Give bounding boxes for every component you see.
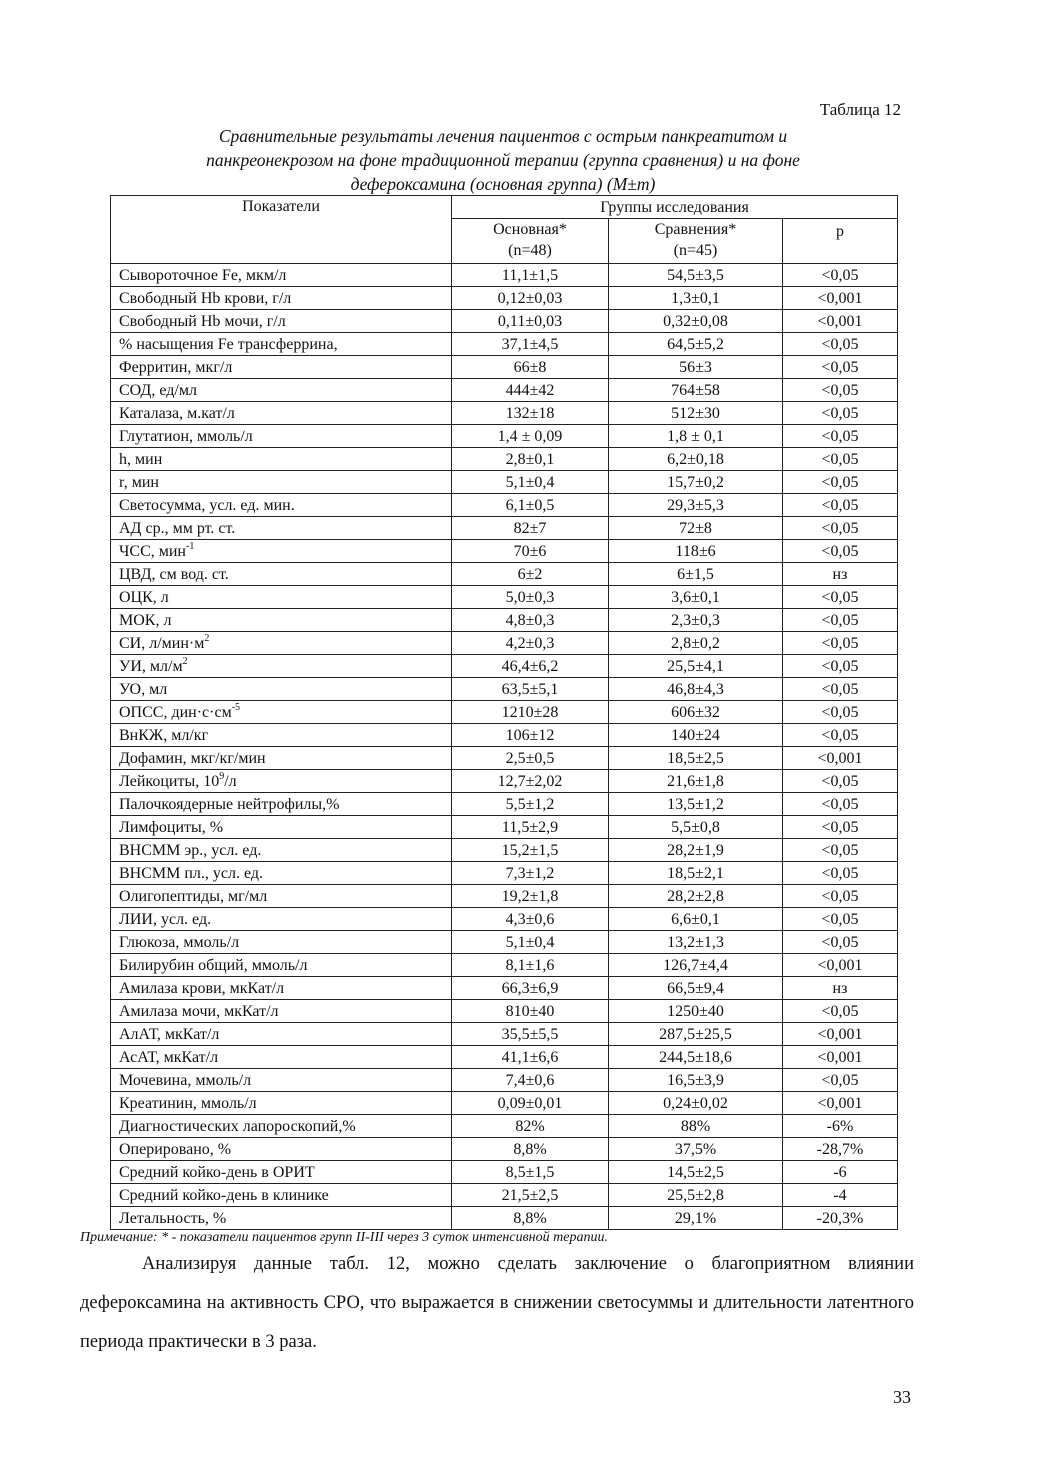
comparison-group-value: 29,1% <box>609 1207 783 1230</box>
indicator-cell <box>111 609 452 632</box>
indicator-cell <box>111 655 452 678</box>
indicator-name: Свободный Hb крови, г/л <box>119 289 292 307</box>
indicator-name: Олигопептиды, мг/мл <box>119 887 268 905</box>
table-row <box>111 724 898 747</box>
comparison-group-value: 126,7±4,4 <box>609 954 783 977</box>
indicator-name: СИ, л/мин·м <box>119 634 205 652</box>
table-row <box>111 517 898 540</box>
comparison-group-value: 56±3 <box>609 356 783 379</box>
comparison-group-value: 66,5±9,4 <box>609 977 783 1000</box>
table-row <box>111 1207 898 1230</box>
p-value: <0,05 <box>783 1069 898 1092</box>
indicator-cell <box>111 1161 452 1184</box>
main-group-value: 4,8±0,3 <box>452 609 609 632</box>
table-row <box>111 931 898 954</box>
indicator-cell <box>111 678 452 701</box>
indicator-name: Сывороточное Fe, мкм/л <box>119 266 287 284</box>
p-value: <0,05 <box>783 908 898 931</box>
indicator-cell <box>111 770 452 793</box>
comparison-group-value: 140±24 <box>609 724 783 747</box>
table-row <box>111 862 898 885</box>
indicator-cell <box>111 931 452 954</box>
results-table <box>110 195 898 1230</box>
p-value: <0,05 <box>783 402 898 425</box>
indicator-cell <box>111 1115 452 1138</box>
p-value: <0,05 <box>783 264 898 287</box>
table-row <box>111 701 898 724</box>
main-group-value: 12,7±2,02 <box>452 770 609 793</box>
indicator-cell <box>111 1184 452 1207</box>
indicator-name: АсАТ, мкКат/л <box>119 1048 219 1066</box>
main-group-value: 5,1±0,4 <box>452 471 609 494</box>
header-main-group <box>452 219 609 264</box>
indicator-cell <box>111 908 452 931</box>
table-caption <box>110 124 896 196</box>
main-group-value: 2,5±0,5 <box>452 747 609 770</box>
indicator-name: ВнКЖ, мл/кг <box>119 726 209 744</box>
table-row <box>111 471 898 494</box>
indicator-name: ВНСММ пл., усл. ед. <box>119 864 264 882</box>
indicator-name: Лейкоциты, 10 <box>119 772 220 790</box>
main-group-value: 82% <box>452 1115 609 1138</box>
main-group-value: 37,1±4,5 <box>452 333 609 356</box>
table-row <box>111 379 898 402</box>
indicator-superscript: -5 <box>231 701 241 713</box>
comparison-group-value: 606±32 <box>609 701 783 724</box>
p-value: <0,05 <box>783 379 898 402</box>
p-value: <0,001 <box>783 747 898 770</box>
table-row <box>111 310 898 333</box>
indicator-cell <box>111 333 452 356</box>
table-row <box>111 333 898 356</box>
main-group-value: 8,1±1,6 <box>452 954 609 977</box>
indicator-cell <box>111 586 452 609</box>
indicator-name: Креатинин, ммоль/л <box>119 1094 257 1112</box>
indicator-cell <box>111 954 452 977</box>
indicator-cell <box>111 402 452 425</box>
indicator-name: АД ср., мм рт. ст. <box>119 519 236 537</box>
indicator-cell <box>111 356 452 379</box>
p-value: <0,05 <box>783 471 898 494</box>
indicator-name: Свободный Hb мочи, г/л <box>119 312 286 330</box>
indicator-cell <box>111 701 452 724</box>
comparison-group-value: 1,3±0,1 <box>609 287 783 310</box>
header-indicators: Показатели <box>111 196 452 264</box>
indicator-cell <box>111 448 452 471</box>
main-group-value: 2,8±0,1 <box>452 448 609 471</box>
main-group-value: 4,3±0,6 <box>452 908 609 931</box>
comparison-group-value: 46,8±4,3 <box>609 678 783 701</box>
indicator-cell <box>111 1023 452 1046</box>
indicator-cell <box>111 310 452 333</box>
p-value: -6 <box>783 1161 898 1184</box>
comparison-group-value: 37,5% <box>609 1138 783 1161</box>
indicator-name: Палочкоядерные нейтрофилы,% <box>119 795 340 813</box>
table-row <box>111 908 898 931</box>
main-group-value: 132±18 <box>452 402 609 425</box>
indicator-name: Оперировано, % <box>119 1140 232 1158</box>
comparison-group-value: 512±30 <box>609 402 783 425</box>
header-main-group-title: Основная* <box>493 221 567 238</box>
paragraph-text: Анализируя данные табл. 12, можно сделать заключение о благоприятном влиянии дефероксамина на активность СРО, что выражается в снижении светосуммы и длительности латентного периода практически в 3 раза. <box>80 1254 914 1352</box>
comparison-group-value: 88% <box>609 1115 783 1138</box>
indicator-name: Глюкоза, ммоль/л <box>119 933 240 951</box>
table-row <box>111 770 898 793</box>
indicator-cell <box>111 747 452 770</box>
table-row <box>111 678 898 701</box>
main-group-value: 4,2±0,3 <box>452 632 609 655</box>
table-row <box>111 425 898 448</box>
indicator-cell <box>111 977 452 1000</box>
indicator-name: Мочевина, ммоль/л <box>119 1071 252 1089</box>
table-row <box>111 448 898 471</box>
indicator-cell <box>111 862 452 885</box>
indicator-cell <box>111 494 452 517</box>
table-number-label: Таблица 12 <box>819 100 901 119</box>
table-row <box>111 839 898 862</box>
comparison-group-value: 1250±40 <box>609 1000 783 1023</box>
table-row <box>111 494 898 517</box>
header-p-value: p <box>783 219 898 264</box>
indicator-name: АлАТ, мкКат/л <box>119 1025 220 1043</box>
comparison-group-value: 25,5±4,1 <box>609 655 783 678</box>
indicator-name: Светосумма, усл. ед. мин. <box>119 496 295 514</box>
p-value: <0,001 <box>783 1092 898 1115</box>
table-row <box>111 655 898 678</box>
main-group-value: 11,5±2,9 <box>452 816 609 839</box>
p-value: <0,001 <box>783 1046 898 1069</box>
indicator-cell <box>111 1000 452 1023</box>
p-value: <0,001 <box>783 310 898 333</box>
p-value: <0,05 <box>783 356 898 379</box>
indicator-superscript: 9 <box>219 770 225 782</box>
table-row <box>111 1069 898 1092</box>
indicator-cell <box>111 1138 452 1161</box>
p-value: <0,05 <box>783 333 898 356</box>
comparison-group-value: 0,24±0,02 <box>609 1092 783 1115</box>
indicator-name: Ферритин, мкг/л <box>119 358 233 376</box>
main-group-value: 41,1±6,6 <box>452 1046 609 1069</box>
main-group-value: 15,2±1,5 <box>452 839 609 862</box>
p-value: <0,05 <box>783 862 898 885</box>
p-value: <0,05 <box>783 609 898 632</box>
table-row <box>111 609 898 632</box>
main-group-value: 66±8 <box>452 356 609 379</box>
comparison-group-value: 72±8 <box>609 517 783 540</box>
indicator-name: УО, мл <box>119 680 168 698</box>
caption-line: панкреонекрозом на фоне традиционной терапии (группа сравнения) и на фоне <box>206 150 800 170</box>
comparison-group-value: 15,7±0,2 <box>609 471 783 494</box>
indicator-name: ОПСС, дин·с·см <box>119 703 232 721</box>
main-group-value: 6,1±0,5 <box>452 494 609 517</box>
p-value: -4 <box>783 1184 898 1207</box>
indicator-name: Амилаза крови, мкКат/л <box>119 979 285 997</box>
main-group-value: 19,2±1,8 <box>452 885 609 908</box>
table-row <box>111 954 898 977</box>
comparison-group-value: 118±6 <box>609 540 783 563</box>
indicator-cell <box>111 1046 452 1069</box>
p-value: нз <box>783 977 898 1000</box>
main-group-value: 5,0±0,3 <box>452 586 609 609</box>
main-group-value: 7,3±1,2 <box>452 862 609 885</box>
table-row <box>111 747 898 770</box>
p-value: <0,05 <box>783 448 898 471</box>
table-row <box>111 1161 898 1184</box>
comparison-group-value: 13,5±1,2 <box>609 793 783 816</box>
indicator-name: h, мин <box>119 450 163 468</box>
table-row <box>111 1184 898 1207</box>
table-row <box>111 793 898 816</box>
p-value: <0,05 <box>783 770 898 793</box>
indicator-name: Диагностических лапороскопий,% <box>119 1117 356 1135</box>
indicator-name: Средний койко-день в клинике <box>119 1186 329 1204</box>
p-value: -6% <box>783 1115 898 1138</box>
main-group-value: 6±2 <box>452 563 609 586</box>
table-body <box>111 264 898 1230</box>
p-value: <0,05 <box>783 1000 898 1023</box>
comparison-group-value: 2,3±0,3 <box>609 609 783 632</box>
p-value: <0,05 <box>783 724 898 747</box>
header-comparison-group-title: Сравнения* <box>654 221 737 238</box>
comparison-group-value: 25,5±2,8 <box>609 1184 783 1207</box>
comparison-group-value: 244,5±18,6 <box>609 1046 783 1069</box>
comparison-group-value: 5,5±0,8 <box>609 816 783 839</box>
indicator-name: Летальность, % <box>119 1209 227 1227</box>
p-value: -28,7% <box>783 1138 898 1161</box>
table-row <box>111 816 898 839</box>
main-group-value: 0,12±0,03 <box>452 287 609 310</box>
main-group-value: 21,5±2,5 <box>452 1184 609 1207</box>
p-value: <0,05 <box>783 816 898 839</box>
p-value: <0,05 <box>783 425 898 448</box>
indicator-name: Амилаза мочи, мкКат/л <box>119 1002 279 1020</box>
indicator-cell <box>111 1207 452 1230</box>
caption-line: Сравнительные результаты лечения пациентов с острым панкреатитом и <box>218 126 788 146</box>
p-value: <0,05 <box>783 885 898 908</box>
main-group-value: 5,1±0,4 <box>452 931 609 954</box>
indicator-name: ЛИИ, усл. ед. <box>119 910 212 928</box>
table-row <box>111 1115 898 1138</box>
table-row <box>111 356 898 379</box>
comparison-group-value: 6±1,5 <box>609 563 783 586</box>
indicator-superscript: 2 <box>204 632 210 644</box>
main-group-value: 106±12 <box>452 724 609 747</box>
indicator-cell <box>111 1069 452 1092</box>
main-group-value: 8,8% <box>452 1207 609 1230</box>
indicator-cell <box>111 885 452 908</box>
indicator-cell <box>111 816 452 839</box>
indicator-superscript: -1 <box>186 540 195 552</box>
p-value: <0,05 <box>783 517 898 540</box>
main-group-value: 5,5±1,2 <box>452 793 609 816</box>
p-value: <0,001 <box>783 1023 898 1046</box>
indicator-name: Средний койко-день в ОРИТ <box>119 1163 315 1181</box>
indicator-name: ЧСС, мин <box>119 542 186 560</box>
indicator-name: r, мин <box>119 473 159 491</box>
table-row <box>111 1000 898 1023</box>
comparison-group-value: 6,2±0,18 <box>609 448 783 471</box>
indicator-name: Каталаза, м.кат/л <box>119 404 235 422</box>
indicator-superscript: 2 <box>182 655 188 667</box>
main-group-value: 444±42 <box>452 379 609 402</box>
indicator-name: ВНСММ эр., усл. ед. <box>119 841 262 859</box>
p-value: <0,001 <box>783 954 898 977</box>
main-group-value: 35,5±5,5 <box>452 1023 609 1046</box>
comparison-group-value: 3,6±0,1 <box>609 586 783 609</box>
main-group-value: 70±6 <box>452 540 609 563</box>
indicator-name: МОК, л <box>119 611 172 629</box>
p-value: <0,05 <box>783 586 898 609</box>
table-row <box>111 287 898 310</box>
table-row <box>111 977 898 1000</box>
indicator-cell <box>111 517 452 540</box>
comparison-group-value: 2,8±0,2 <box>609 632 783 655</box>
p-value: <0,05 <box>783 793 898 816</box>
main-group-value: 1210±28 <box>452 701 609 724</box>
p-value: <0,05 <box>783 701 898 724</box>
p-value: <0,05 <box>783 494 898 517</box>
comparison-group-value: 287,5±25,5 <box>609 1023 783 1046</box>
indicator-name: Билирубин общий, ммоль/л <box>119 956 308 974</box>
comparison-group-value: 21,6±1,8 <box>609 770 783 793</box>
indicator-name: УИ, мл/м <box>119 657 183 675</box>
indicator-cell <box>111 632 452 655</box>
header-comparison-group <box>609 219 783 264</box>
indicator-name: ОЦК, л <box>119 588 169 606</box>
comparison-group-value: 0,32±0,08 <box>609 310 783 333</box>
comparison-group-value: 29,3±5,3 <box>609 494 783 517</box>
table-row <box>111 1023 898 1046</box>
table-note: Примечание: * - показатели пациентов групп II-III через 3 суток интенсивной терапии. <box>80 1230 608 1245</box>
main-group-value: 810±40 <box>452 1000 609 1023</box>
table-row <box>111 1046 898 1069</box>
indicator-cell <box>111 724 452 747</box>
indicator-cell <box>111 425 452 448</box>
p-value: -20,3% <box>783 1207 898 1230</box>
table-row <box>111 264 898 287</box>
comparison-group-value: 64,5±5,2 <box>609 333 783 356</box>
table-row <box>111 1092 898 1115</box>
body-paragraph <box>80 1245 914 1362</box>
table-row <box>111 632 898 655</box>
indicator-suffix: /л <box>224 772 237 790</box>
main-group-value: 66,3±6,9 <box>452 977 609 1000</box>
indicator-cell <box>111 264 452 287</box>
page-number: 33 <box>893 1387 911 1407</box>
table-row <box>111 563 898 586</box>
indicator-cell <box>111 471 452 494</box>
comparison-group-value: 1,8 ± 0,1 <box>609 425 783 448</box>
comparison-group-value: 13,2±1,3 <box>609 931 783 954</box>
header-comparison-group-n: (n=45) <box>673 242 718 259</box>
indicator-name: ЦВД, см вод. ст. <box>119 565 229 583</box>
comparison-group-value: 14,5±2,5 <box>609 1161 783 1184</box>
indicator-cell <box>111 379 452 402</box>
indicator-name: Лимфоциты, % <box>119 818 224 836</box>
indicator-cell <box>111 839 452 862</box>
main-group-value: 8,8% <box>452 1138 609 1161</box>
header-main-group-n: (n=48) <box>508 242 552 259</box>
comparison-group-value: 18,5±2,5 <box>609 747 783 770</box>
main-group-value: 0,11±0,03 <box>452 310 609 333</box>
indicator-name: СОД, ед/мл <box>119 381 197 399</box>
p-value: <0,05 <box>783 931 898 954</box>
main-group-value: 82±7 <box>452 517 609 540</box>
comparison-group-value: 54,5±3,5 <box>609 264 783 287</box>
p-value: <0,05 <box>783 655 898 678</box>
comparison-group-value: 28,2±2,8 <box>609 885 783 908</box>
indicator-cell <box>111 793 452 816</box>
indicator-cell <box>111 1092 452 1115</box>
table-row <box>111 885 898 908</box>
indicator-cell <box>111 540 452 563</box>
comparison-group-value: 6,6±0,1 <box>609 908 783 931</box>
indicator-name: Глутатион, ммоль/л <box>119 427 253 445</box>
comparison-group-value: 28,2±1,9 <box>609 839 783 862</box>
p-value: <0,05 <box>783 540 898 563</box>
main-group-value: 1,4 ± 0,09 <box>452 425 609 448</box>
main-group-value: 11,1±1,5 <box>452 264 609 287</box>
main-group-value: 0,09±0,01 <box>452 1092 609 1115</box>
p-value: <0,05 <box>783 632 898 655</box>
comparison-group-value: 764±58 <box>609 379 783 402</box>
p-value: <0,05 <box>783 839 898 862</box>
indicator-name: Дофамин, мкг/кг/мин <box>119 749 266 767</box>
main-group-value: 46,4±6,2 <box>452 655 609 678</box>
indicator-cell <box>111 563 452 586</box>
table-row <box>111 586 898 609</box>
table-row <box>111 402 898 425</box>
main-group-value: 63,5±5,1 <box>452 678 609 701</box>
main-group-value: 7,4±0,6 <box>452 1069 609 1092</box>
header-study-groups: Группы исследования <box>452 196 898 219</box>
table-row <box>111 1138 898 1161</box>
main-group-value: 8,5±1,5 <box>452 1161 609 1184</box>
indicator-cell <box>111 287 452 310</box>
comparison-group-value: 16,5±3,9 <box>609 1069 783 1092</box>
indicator-name: % насыщения Fe трансферрина, <box>119 335 338 353</box>
comparison-group-value: 18,5±2,1 <box>609 862 783 885</box>
caption-line: дефероксамина (основная группа) (M±m) <box>350 174 656 194</box>
p-value: нз <box>783 563 898 586</box>
p-value: <0,001 <box>783 287 898 310</box>
p-value: <0,05 <box>783 678 898 701</box>
table-row <box>111 540 898 563</box>
